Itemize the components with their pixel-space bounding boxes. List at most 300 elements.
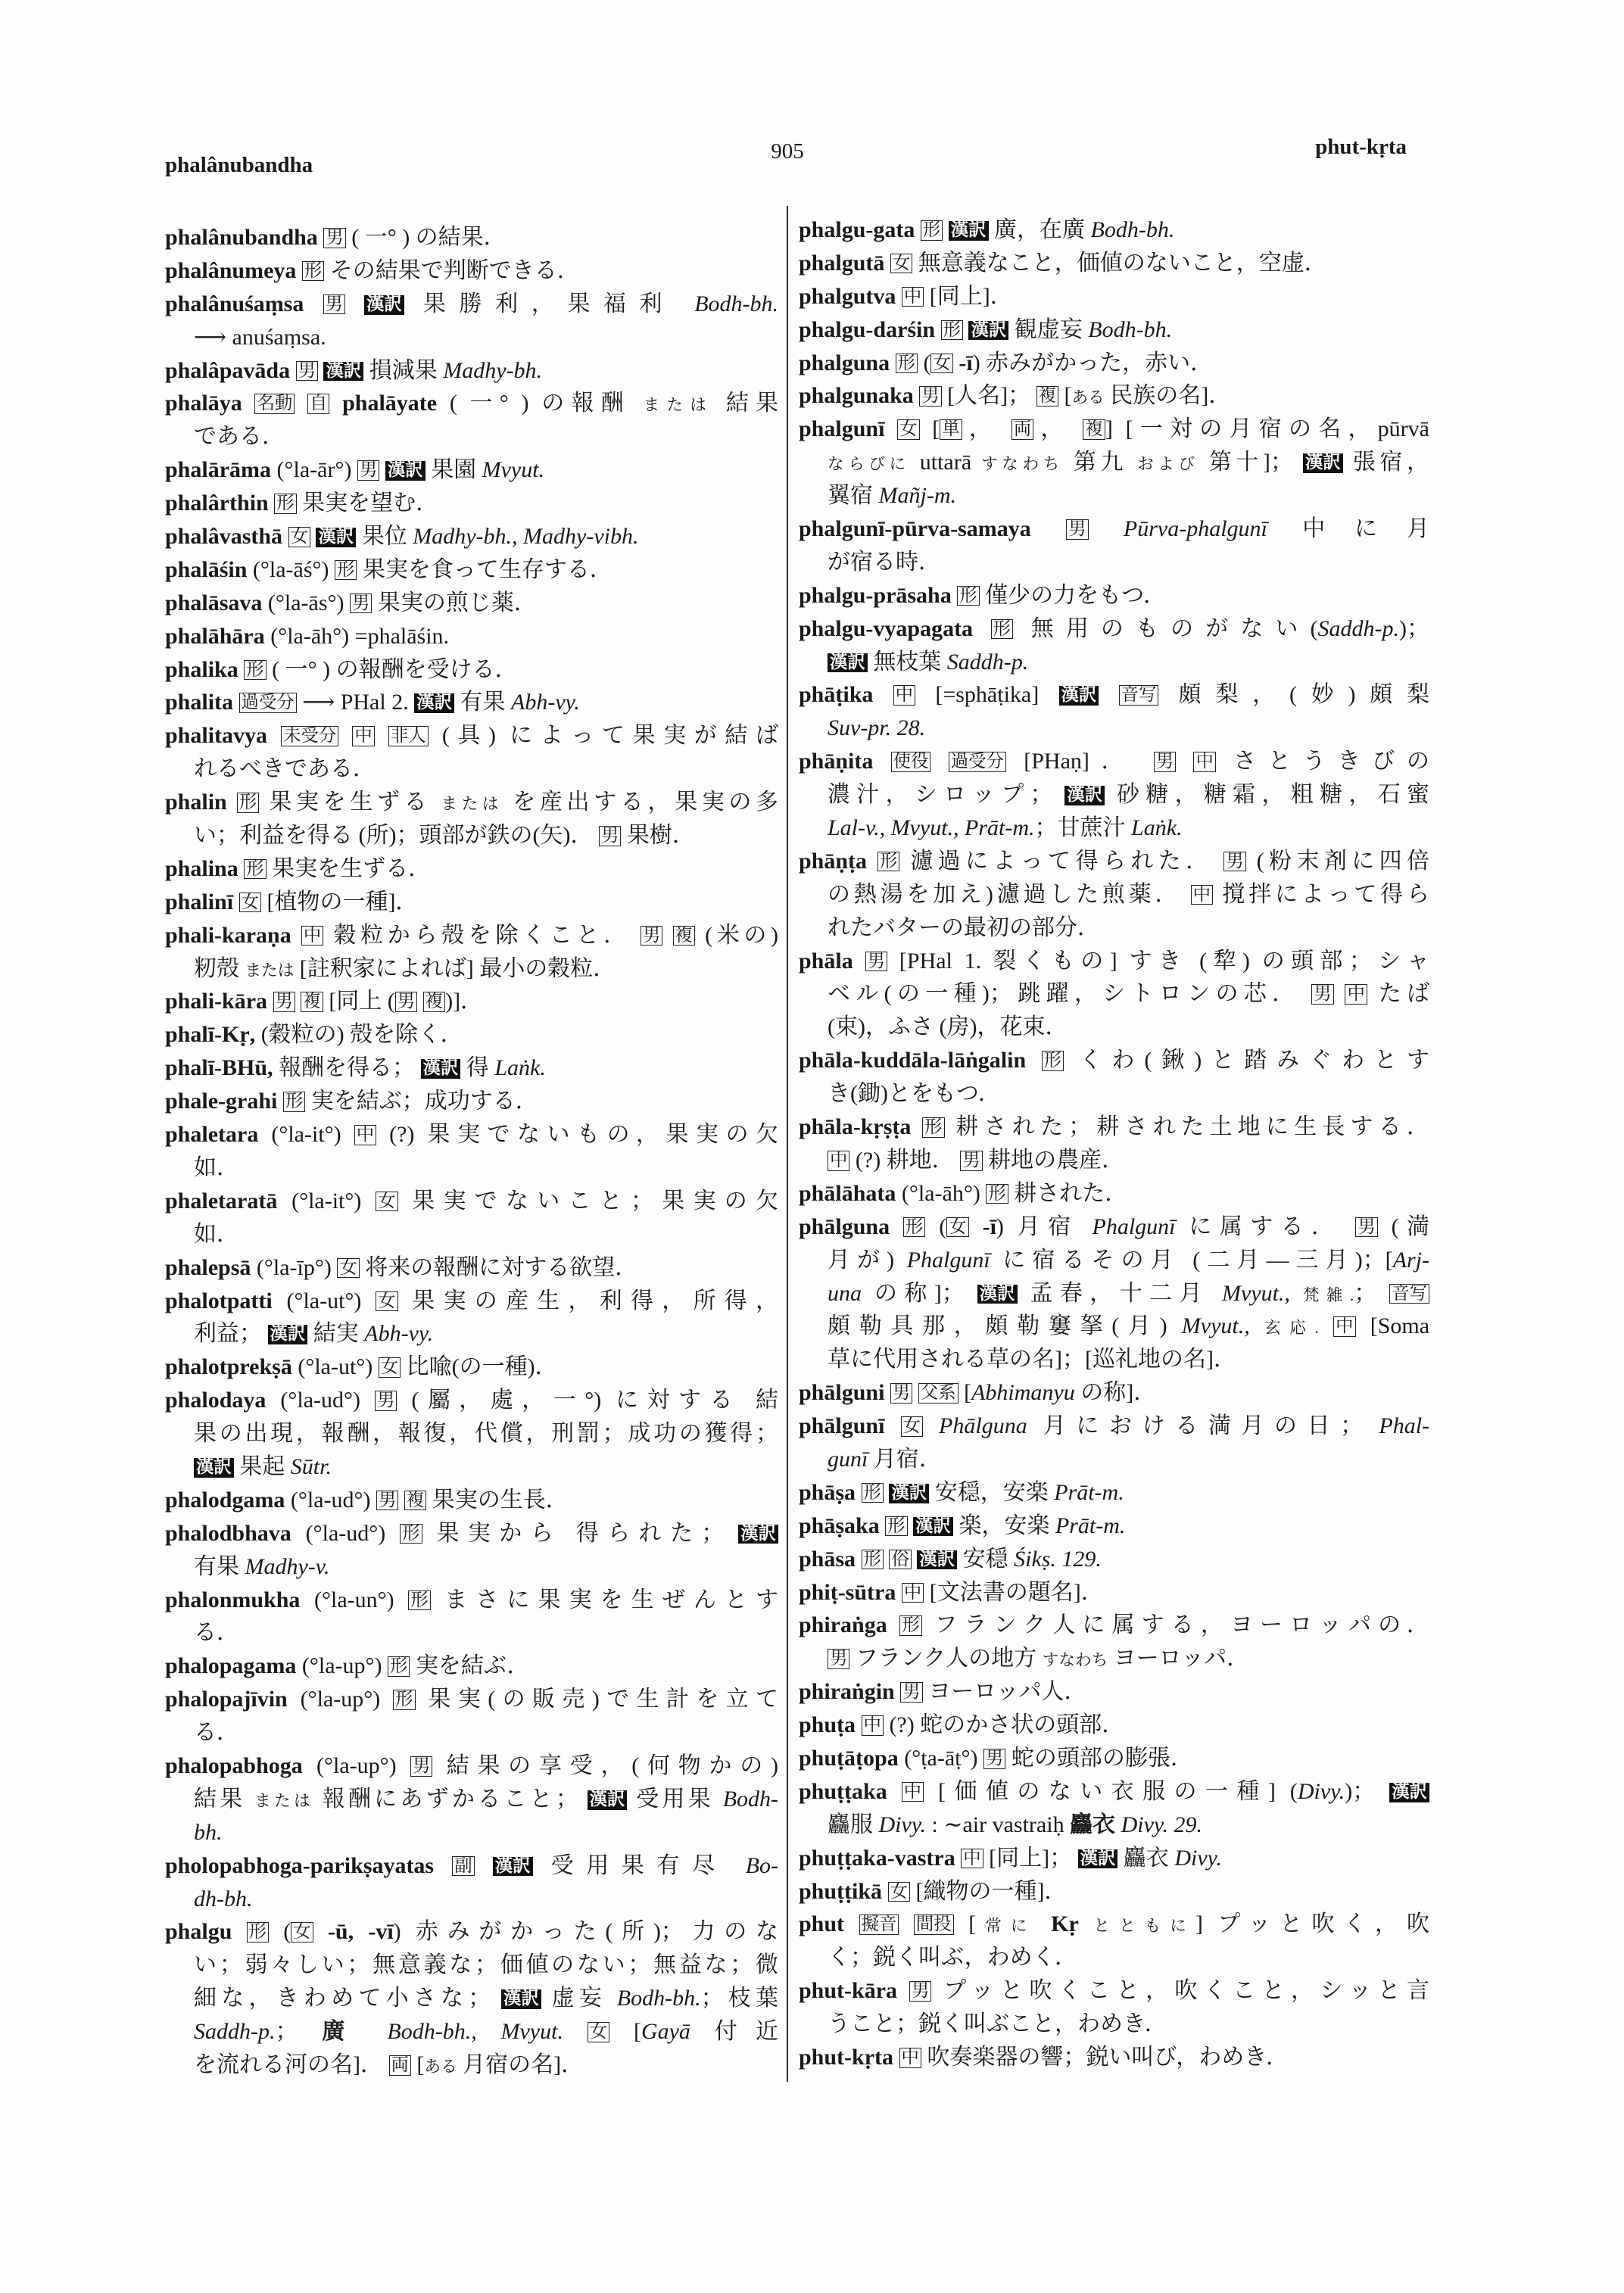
chinese-translation-label: 漢訳: [1389, 1783, 1429, 1802]
source-reference: Abh-vy.: [511, 690, 580, 715]
dictionary-entry: [165, 387, 778, 453]
headword: phalânubandha: [165, 225, 318, 250]
grammar-label: 形: [1042, 1051, 1064, 1071]
dictionary-entry: [165, 1517, 778, 1584]
grammar-label: 両: [1011, 419, 1033, 440]
grammar-label: 複: [301, 992, 323, 1012]
definition-text: る．: [194, 1720, 239, 1746]
headword: pholopabhoga-parikṣayatas: [165, 1852, 435, 1878]
source-reference: Prāt-m.: [1054, 1479, 1124, 1505]
headword: phut-kṛta: [799, 2044, 894, 2070]
entry-first-line: [799, 845, 1429, 878]
definition-text: 果実を食って生存する．: [362, 556, 613, 582]
entry-continuation-line: [165, 1716, 778, 1749]
dictionary-entry: [799, 347, 1429, 380]
entry-first-line: [799, 745, 1429, 778]
definition-text: [同上]；: [989, 1845, 1073, 1871]
definition-text: [人名]；: [947, 383, 1031, 409]
definition-text: (?) 耕地．: [855, 1147, 955, 1173]
entry-continuation-line: [799, 546, 1429, 579]
entry-first-line: [799, 347, 1429, 380]
dictionary-entry: [165, 587, 778, 620]
definition-text: uttarā: [919, 450, 972, 475]
grammar-label: 男: [375, 1391, 397, 1411]
definition-text: 果勝利，果福利: [422, 291, 676, 316]
entry-continuation-line: [165, 2015, 778, 2048]
dictionary-entry: [799, 280, 1429, 313]
grammar-label: 中: [1193, 752, 1215, 772]
definition-text: 草に代用される草の名]；[巡礼地の名]．: [828, 1347, 1236, 1372]
dictionary-entry: [799, 845, 1429, 945]
dictionary-entry: [799, 247, 1429, 280]
dictionary-entry: [165, 719, 778, 786]
chinese-translation-label: 漢訳: [364, 295, 404, 315]
definition-text: ] [一対の月宿の名，pūrvā: [1105, 416, 1429, 442]
entry-first-line: [165, 985, 778, 1018]
dictionary-entry: [165, 620, 778, 653]
source-reference: Bodh-bh.: [694, 291, 778, 316]
dictionary-entry: [799, 1376, 1429, 1410]
grammar-label: 男: [350, 594, 372, 614]
headword: phiṭ-sūtra: [799, 1579, 896, 1605]
dictionary-entry: [165, 288, 778, 354]
grammar-label: 男: [410, 1756, 432, 1777]
grammar-label: 形: [899, 1615, 921, 1636]
grammar-label: 中: [301, 926, 323, 946]
source-reference: Bodh-: [722, 1786, 778, 1812]
entry-continuation-line: [799, 1642, 1429, 1675]
source-reference: Divy.: [1174, 1845, 1222, 1871]
headword: phalânuśaṃsa: [165, 291, 304, 316]
definition-text: [: [633, 2019, 641, 2045]
definition-text: 果実の生長．: [432, 1487, 569, 1513]
grammar-label: 男: [1066, 519, 1088, 540]
grammar-label: 男: [1154, 752, 1176, 772]
grammar-label: 男: [641, 926, 662, 946]
definition-text: ) 赤みがかった，赤い．: [972, 350, 1214, 375]
grammar-label: 複: [673, 926, 695, 946]
definition-text: 孟春，十二月: [1030, 1280, 1210, 1306]
source-reference: Saddh-p.: [946, 649, 1029, 675]
definition-text: 無用のものがない(: [1030, 615, 1318, 641]
definition-text: [Soma: [1370, 1313, 1429, 1339]
entry-continuation-line: [165, 1550, 778, 1584]
chinese-translation-label: 漢訳: [493, 1857, 533, 1877]
chinese-translation-label: 漢訳: [588, 1790, 628, 1810]
entry-continuation-line: [799, 2008, 1429, 2041]
entry-first-line: [799, 945, 1429, 978]
entry-continuation-line: [799, 712, 1429, 745]
headword: phalgu-vyapagata: [799, 615, 974, 641]
definition-text: (°la-up°): [316, 1752, 397, 1778]
chinese-translation-label: 漢訳: [1078, 1849, 1118, 1869]
chinese-translation-label: 漢訳: [913, 1517, 953, 1537]
definition-text: ] プッと吹く，吹: [1195, 1911, 1429, 1937]
grammar-label: 未受分: [281, 726, 338, 746]
headword: phalgunī-pūrva-samaya: [799, 516, 1031, 542]
definition-text: れるべきである．: [194, 756, 376, 782]
grammar-label: 女: [930, 354, 952, 374]
definition-text: さとうきびの: [1233, 749, 1429, 774]
source-reference: Mvyut.: [482, 457, 545, 483]
entry-continuation-line: [165, 752, 778, 786]
entry-continuation-line: [799, 1310, 1429, 1343]
small-annotation: ある: [424, 2057, 457, 2076]
grammar-label: 男: [376, 1491, 398, 1511]
definition-text: 月宿の名]．: [463, 2052, 584, 2077]
headword: phuṭṭaka: [799, 1778, 887, 1804]
grammar-label: 男: [395, 992, 417, 1012]
grammar-label: 形: [237, 793, 259, 813]
definition-text: 僅少の力をもつ．: [985, 582, 1166, 608]
chinese-translation-label: 漢訳: [316, 528, 356, 547]
source-reference: Sūtr.: [290, 1453, 332, 1479]
entry-first-line: [799, 1177, 1429, 1210]
grammar-label: 形: [991, 619, 1013, 640]
dictionary-entry: [165, 1251, 778, 1285]
definition-text: ⟶ PHal 2.: [302, 690, 409, 715]
chinese-translation-label: 漢訳: [414, 693, 454, 713]
definition-text: 果樹．: [626, 823, 695, 849]
definition-text: の熱湯を加え)濾過した煎薬．: [828, 881, 1182, 907]
definition-text: 楽，安楽: [959, 1513, 1050, 1538]
definition-text: (°la-ut°): [286, 1288, 362, 1313]
entry-continuation-line: [799, 446, 1429, 479]
dictionary-entry: [165, 1849, 778, 1916]
definition-text: 民族の名]．: [1110, 383, 1232, 409]
source-reference: Madhy-bh.: [443, 357, 543, 383]
grammar-label: 名動: [254, 394, 295, 414]
dictionary-entry: [799, 1742, 1429, 1775]
definition-text: 月が): [828, 1247, 895, 1273]
grammar-label: 父系: [918, 1383, 959, 1404]
small-annotation: とともに: [1093, 1917, 1195, 1936]
grammar-label: 自: [307, 394, 329, 414]
grammar-label: 男: [1355, 1217, 1377, 1238]
entry-first-line: [799, 1609, 1429, 1642]
grammar-label: 中: [1191, 885, 1213, 905]
headword: phalī-Kṛ,: [165, 1022, 256, 1048]
definition-text: を産出する，果実の多: [513, 790, 778, 815]
small-annotation: または: [245, 961, 295, 980]
definition-text: 耕された．: [1014, 1180, 1128, 1206]
small-annotation: すなわち: [981, 455, 1064, 474]
grammar-label: 女: [897, 419, 919, 440]
entry-first-line: [799, 1376, 1429, 1410]
grammar-label: 中: [961, 1849, 983, 1869]
entry-first-line: [165, 1351, 778, 1384]
headword: phalodgama: [165, 1487, 285, 1513]
entry-continuation-line: [165, 2048, 778, 2082]
definition-text: たば: [1378, 981, 1429, 1007]
grammar-label: 男: [960, 1151, 982, 1171]
definition-text: )；: [1345, 1778, 1376, 1804]
source-reference: Bodh-bh.: [616, 1986, 701, 2011]
grammar-label: 形: [247, 1922, 269, 1943]
definition-text: 果実でないこと；果実の欠: [412, 1188, 778, 1213]
definition-text: 結果: [725, 391, 778, 416]
definition-text: 果実(の販売)で生計を立て: [428, 1687, 778, 1712]
source-reference: Gayā: [641, 2019, 690, 2045]
source-reference: Laṅk.: [1131, 815, 1183, 841]
source-reference: Arj-: [1392, 1247, 1429, 1273]
entry-first-line: [799, 512, 1429, 546]
definition-text: ( 一° ) の報酬を受ける．: [272, 656, 518, 682]
definition-text: 報酬にあずかること；: [322, 1786, 578, 1812]
definition-text: [価値のない衣服の一種] (: [938, 1778, 1298, 1804]
definition-text: (°la-āh°): [901, 1180, 980, 1206]
entry-continuation-line: [165, 420, 778, 453]
entry-first-line: [799, 1742, 1429, 1775]
headword: phalī-BHū,: [165, 1055, 273, 1081]
definition-text: うこと；鋭く叫ぶこと，わめき．: [828, 2011, 1167, 2037]
entry-first-line: [165, 686, 778, 719]
headword: phalita: [165, 690, 234, 715]
dictionary-entry: [165, 453, 778, 487]
headword: phalodaya: [165, 1388, 267, 1413]
entry-first-line: [799, 1543, 1429, 1576]
entry-first-line: [799, 1875, 1429, 1908]
dictionary-entry: [799, 1543, 1429, 1576]
source-reference: gunī: [828, 1446, 868, 1472]
headword: phalânumeya: [165, 257, 297, 283]
small-annotation: 玄応.: [1264, 1319, 1319, 1338]
grammar-label: 中: [1345, 984, 1367, 1005]
headword: phalāya: [165, 391, 242, 416]
headword: phāṣaka: [799, 1513, 880, 1538]
definition-text: に宿るその月 (二月—三月)；[: [1002, 1247, 1393, 1273]
entry-continuation-line: [165, 1949, 778, 1982]
grammar-label: 形: [921, 220, 943, 241]
definition-text: (°la-it°): [291, 1188, 362, 1213]
entry-continuation-line: [799, 1941, 1429, 1974]
definition-text: ヨーロッパ人．: [928, 1679, 1087, 1705]
definition-text: 頗勒具那，頗勒窶拏(月): [828, 1313, 1167, 1339]
dictionary-entry: [799, 945, 1429, 1045]
definition-text: (束)，ふさ (房)，花束．: [828, 1014, 1068, 1040]
dictionary-entry: [799, 745, 1429, 845]
definition-text: (米の): [705, 922, 778, 948]
grammar-label: 男: [323, 228, 345, 248]
entry-first-line: [165, 1085, 778, 1118]
grammar-label: 女: [337, 1258, 359, 1279]
entry-first-line: [799, 1908, 1429, 1941]
definition-text: 如．: [194, 1154, 239, 1180]
definition-text: その結果で判断できる．: [329, 257, 580, 283]
definition-text: 果実を生ずる．: [272, 855, 432, 881]
dictionary-entry: [165, 985, 778, 1018]
headword: phalâpavāda: [165, 357, 291, 383]
headword: phuṭṭikā: [799, 1878, 883, 1904]
chinese-translation-label: 漢訳: [501, 1989, 541, 2009]
dictionary-entry: [799, 1709, 1429, 1742]
grammar-label: 女: [901, 1416, 923, 1437]
entry-continuation-line: [165, 1616, 778, 1650]
dictionary-entry: [165, 1683, 778, 1749]
grammar-label: 形: [335, 560, 357, 581]
entry-continuation-line: [799, 1244, 1429, 1277]
grammar-label: 中: [1333, 1316, 1355, 1337]
entry-first-line: [165, 786, 778, 819]
dictionary-entry: [165, 786, 778, 852]
definition-text: 麤衣: [1123, 1845, 1169, 1871]
entry-continuation-line: [165, 1417, 778, 1450]
dictionary-entry: [799, 1842, 1429, 1875]
chinese-translation-label: 漢訳: [828, 653, 868, 673]
chinese-translation-label: 漢訳: [738, 1525, 778, 1544]
definition-text: [: [416, 2052, 425, 2077]
grammar-label: 男: [828, 1649, 849, 1669]
definition-text: 報酬を得る；: [279, 1055, 416, 1081]
entry-continuation-line: [165, 819, 778, 852]
definition-text: の称]；: [874, 1280, 965, 1306]
entry-continuation-line: [165, 1883, 778, 1916]
definition-text: が宿る時．: [828, 549, 941, 575]
grammar-label: 中: [899, 2048, 921, 2068]
definition-text: (°la-up°): [301, 1653, 382, 1679]
definition-text: (°la-ud°): [280, 1388, 360, 1413]
dictionary-entry: [799, 1775, 1429, 1842]
definition-text: 有果: [460, 690, 506, 715]
grammar-label: 複: [1036, 386, 1058, 407]
grammar-label: 副: [452, 1856, 474, 1877]
definition-text: 無意義なこと，価値のないこと，空虚．: [918, 250, 1327, 276]
dictionary-entry: [165, 1118, 778, 1185]
grammar-label: 中: [354, 1125, 376, 1145]
source-reference: Abhimanyu: [971, 1380, 1075, 1406]
definition-text: 果園: [431, 457, 477, 483]
source-reference: Bodh-bh.: [1088, 316, 1173, 342]
definition-text: き(鋤)とをもつ．: [828, 1081, 1001, 1107]
definition-text: 有果: [194, 1553, 239, 1579]
headword: phalotprekṣā: [165, 1354, 292, 1380]
headword: phut: [799, 1911, 845, 1937]
grammar-label: 男: [599, 826, 621, 846]
entry-first-line: [165, 719, 778, 752]
dictionary-entry: [799, 1044, 1429, 1111]
grammar-label: 女: [288, 527, 310, 547]
definition-text: ( 一° ) の報酬: [449, 391, 631, 416]
definition-text: 第十]；: [1208, 450, 1293, 475]
grammar-label: 俗: [889, 1550, 911, 1570]
definition-text: ヨーロッパ．: [1113, 1646, 1250, 1671]
grammar-label: 中: [828, 1151, 849, 1171]
dictionary-entry: [799, 1177, 1429, 1210]
definition-text: [: [932, 416, 940, 442]
definition-text: [織物の一種]．: [915, 1878, 1068, 1904]
grammar-label: 男: [1311, 984, 1333, 1005]
grammar-label: 形: [393, 1690, 415, 1710]
headword: phalgutva: [799, 283, 896, 309]
entry-continuation-line: [799, 911, 1429, 945]
definition-text: (°la-īp°): [256, 1254, 332, 1280]
headword: phalonmukha: [165, 1587, 301, 1612]
grammar-label: 使役: [891, 752, 931, 772]
entry-continuation-line: [799, 812, 1429, 845]
headword: phiraṅgin: [799, 1679, 895, 1705]
grammar-label: 形: [941, 320, 963, 341]
entry-first-line: [165, 288, 778, 321]
left-column: [165, 221, 778, 2082]
right-column: [799, 213, 1429, 2074]
grammar-label: 男: [900, 1682, 922, 1703]
entry-first-line: [165, 553, 778, 587]
small-annotation: ある: [1071, 388, 1105, 407]
entry-first-line: [165, 453, 778, 487]
definition-text: 月宿．: [873, 1446, 942, 1472]
source-reference: Phal-: [1379, 1413, 1429, 1439]
source-reference: Divy.: [1297, 1778, 1345, 1804]
entry-first-line: [799, 579, 1429, 612]
entry-continuation-line: [165, 1816, 778, 1849]
grammar-label: 女: [588, 2022, 609, 2042]
dictionary-entry: [799, 1210, 1429, 1376]
definition-text: 安穏: [962, 1546, 1008, 1572]
definition-text: (?) 蛇のかさ状の頭部．: [889, 1712, 1125, 1738]
definition-text: 受用果: [636, 1786, 714, 1812]
grammar-label: 形: [408, 1590, 430, 1611]
small-annotation: または: [254, 1791, 313, 1810]
entry-first-line: [165, 520, 778, 553]
grammar-label: 形: [896, 354, 918, 374]
definition-text: [=sphāṭika]: [935, 682, 1040, 708]
grammar-label: 男: [983, 1749, 1005, 1769]
running-head-first-entry: phalânubandha: [165, 153, 313, 177]
page-number: 905: [771, 139, 804, 164]
headword: phalāhāra: [165, 623, 265, 649]
definition-text: (°la-āh°) =phalāśin.: [270, 623, 450, 649]
dictionary-entry: [799, 1675, 1429, 1709]
dictionary-entry: [165, 1484, 778, 1517]
source-reference: Saddh-p.: [194, 2019, 276, 2045]
headword: phale-grahi: [165, 1089, 278, 1114]
dictionary-entry: [799, 678, 1429, 745]
definition-text: る．: [194, 1620, 239, 1646]
entry-continuation-line: [799, 977, 1429, 1011]
definition-text: 砂糖，糖霜，粗糖，石蜜: [1116, 782, 1429, 808]
headword: phuṭāṭopa: [799, 1745, 899, 1771]
grammar-label: 形: [957, 586, 979, 606]
entry-first-line: [799, 213, 1429, 247]
definition-text: 吹奏楽器の響；鋭い叫び，わめき．: [927, 2044, 1289, 2070]
dictionary-entry: [165, 1051, 778, 1085]
definition-text: (粉末剤に四倍: [1256, 848, 1429, 874]
definition-text: 付近: [714, 2019, 778, 2045]
headword: phaletaratā: [165, 1188, 278, 1213]
entry-continuation-line: [799, 778, 1429, 812]
headword: phalgutā: [799, 250, 885, 276]
entry-first-line: [799, 1111, 1429, 1144]
grammar-label: 複: [423, 992, 445, 1012]
grammar-label: 形: [885, 1516, 907, 1537]
headword: phalopajīvin: [165, 1687, 288, 1712]
source-reference: Abh-vy.: [364, 1321, 434, 1347]
headword: phalâvasthā: [165, 524, 283, 550]
chinese-translation-label: 漢訳: [421, 1059, 461, 1079]
definition-text: 実を結ぶ；成功する．: [310, 1089, 538, 1114]
dictionary-entry: [799, 512, 1429, 579]
small-annotation: ならびに: [828, 455, 910, 474]
source-reference: Suv-pr. 28.: [828, 715, 926, 741]
entry-first-line: [165, 1650, 778, 1683]
small-annotation: または: [441, 795, 503, 814]
headword: phalgu: [165, 1919, 232, 1945]
dictionary-entry: [799, 1609, 1429, 1675]
definition-text: ( 一° ) の結果．: [351, 225, 507, 250]
definition-text: 果起: [239, 1453, 285, 1479]
grammar-label: 形: [400, 1524, 422, 1544]
headword: phāṇita: [799, 749, 874, 774]
